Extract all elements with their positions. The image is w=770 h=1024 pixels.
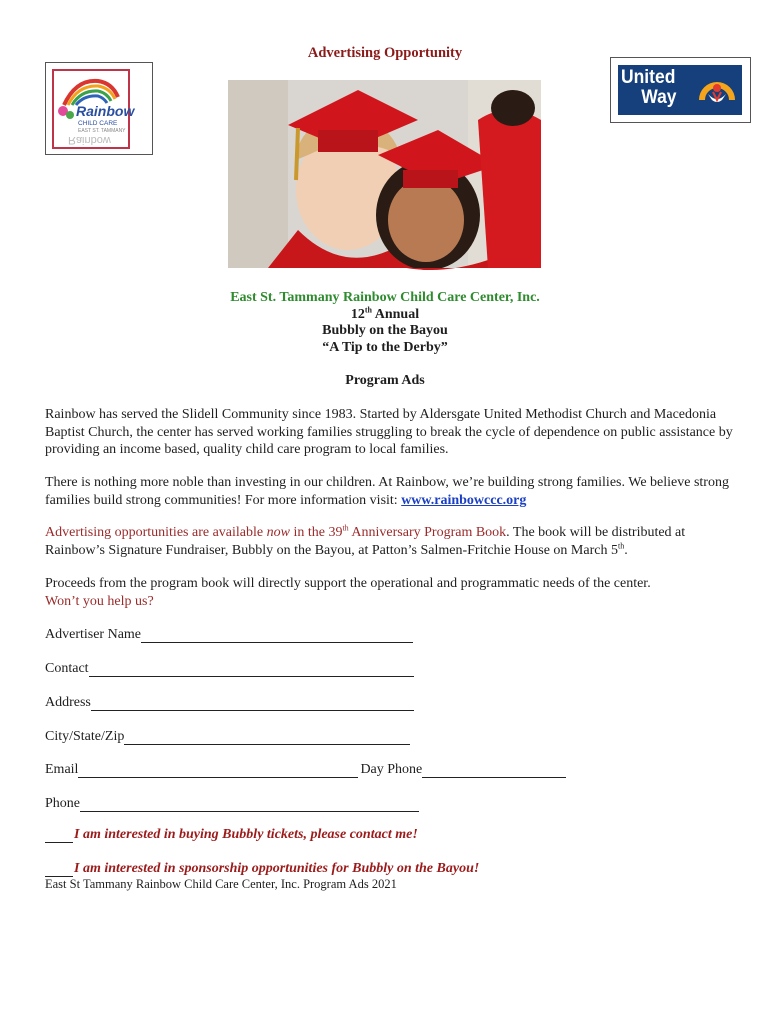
tickets-interest [45,827,418,843]
advertising-highlight-b: in the 39 [289,525,343,540]
advertiser-name-label: Advertiser Name [45,627,142,642]
rainbow-logo-graphic [54,71,135,147]
day-phone-input[interactable] [422,763,566,778]
rainbow-logo [52,69,135,149]
annual-text: Annual [372,307,420,322]
address-field [45,693,414,711]
page-title: Advertising Opportunity [307,45,463,61]
rainbow-logo-frame [45,62,153,155]
children-graduation-photo [228,80,541,268]
city-state-zip-label: City/State/Zip [45,729,125,744]
phone-field [45,794,419,812]
date-suffix: th [617,540,625,550]
website-link[interactable]: www.rainbowccc.org [401,492,527,508]
phone-input[interactable] [80,797,419,812]
advertising-paragraph [45,524,735,559]
anniversary-suffix: th [342,523,349,533]
annual-suffix: th [364,305,373,315]
united-way-logo-frame [610,57,751,123]
annual-number: 12 [350,307,365,322]
proceeds-text: Proceeds from the program book will directly support the operational and programmatic needs of the center. [45,576,651,591]
about-paragraph: Rainbow has served the Slidell Community since 1983. Started by Aldersgate United Methodist Church and Macedonia Baptist Church, the center has served working families struggling to break the cycle of dependence on public assistance by providing an income based, quality child care program to local families. [45,407,733,457]
advertising-details: . The book will be distributed at Rainbow’s Signature Fundraiser, Bubbly on the Bayou, at Patton’s Salmen-Fritchie House on March 5 [45,525,686,558]
sponsorship-checkbox[interactable] [45,862,73,877]
svg-text:Rainbow: Rainbow [76,103,135,119]
sponsorship-interest-text: I am interested in sponsorship opportunities for Bubbly on the Bayou! [74,861,480,876]
day-phone-label: Day Phone [360,762,423,777]
mission-paragraph [45,474,735,509]
united-way-line1: United [621,67,676,88]
section-title: Program Ads [345,373,425,388]
phone-label: Phone [45,796,80,811]
city-state-zip-field [45,727,410,745]
advertiser-name-input[interactable] [141,628,413,643]
footer-text: East St Tammany Rainbow Child Care Center, Inc. Program Ads 2021 [45,877,397,891]
email-field [45,760,566,778]
address-label: Address [45,695,91,710]
advertising-end: . [624,542,628,558]
email-input[interactable] [78,763,358,778]
organization-name: East St. Tammany Rainbow Child Care Center, Inc. [230,290,540,305]
address-input[interactable] [91,696,414,711]
proceeds-paragraph [45,575,735,610]
united-way-line2: Way [641,87,677,108]
sponsorship-interest [45,861,479,877]
event-name: Bubbly on the Bayou [322,323,448,338]
advertising-highlight-c: Anniversary Program Book [348,525,507,540]
contact-label: Contact [45,661,89,676]
annual-label [0,307,770,323]
united-way-hand-icon [698,70,736,110]
svg-text:CHILD CARE: CHILD CARE [78,120,118,127]
city-state-zip-input[interactable] [124,730,410,745]
united-way-logo [618,65,742,115]
help-us-text: Won’t you help us? [45,593,154,609]
contact-input[interactable] [89,662,414,677]
contact-field [45,659,414,677]
tickets-interest-text: I am interested in buying Bubbly tickets, please contact me! [74,827,418,842]
advertiser-name-field [45,625,413,643]
advertising-highlight-a: Advertising opportunities are available [45,525,267,540]
mission-text: There is nothing more noble than investing in our children. At Rainbow, we’re building strong families. We believe strong families build strong communities! For more information visit: [45,475,729,508]
email-label: Email [45,762,79,777]
svg-text:EAST ST. TAMMANY: EAST ST. TAMMANY [78,128,126,134]
advertising-now: now [266,525,290,540]
event-theme: “A Tip to the Derby” [322,340,448,355]
tickets-checkbox[interactable] [45,828,73,843]
svg-text:Rainbow: Rainbow [68,134,111,146]
